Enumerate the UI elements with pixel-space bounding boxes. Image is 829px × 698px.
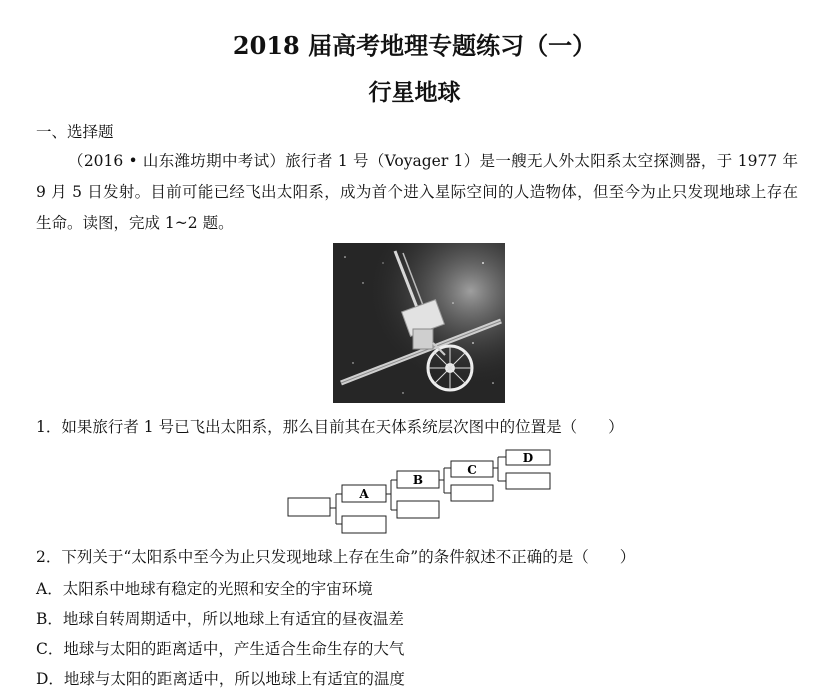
hierarchy-box-c-sibling [451, 485, 493, 501]
option-d: D．地球与太阳的距离适中，所以地球上有适宜的温度 [36, 670, 405, 688]
hierarchy-box-d-sibling [506, 473, 550, 489]
box-label-d: D [522, 451, 534, 465]
section-heading: 一、选择题 [36, 123, 114, 141]
hierarchy-box-a-sibling [342, 516, 386, 533]
celestial-hierarchy-diagram [280, 446, 560, 536]
intro-paragraph: （2016 • 山东潍坊期中考试）旅行者 1 号（Voyager 1）是一艘无人外太阳系太空探测器，于 1977 年 9 月 5 日发射。目前可能已经飞出太阳系，成为首个进入星际空间的人造物体，但至今为止只发现地球上存在生命。读图，完成 1~2 题。 [36, 152, 798, 232]
option-a: A．太阳系中地球有稳定的光照和安全的宇宙环境 [36, 580, 373, 598]
connector-1 [330, 494, 342, 524]
page-title: 2018 届高考地理专题练习（一） [232, 31, 597, 60]
page-subtitle: 行星地球 [368, 79, 461, 106]
hierarchy-box-root [288, 498, 330, 516]
voyager-illustration [333, 243, 505, 403]
question-2: 2．下列关于“太阳系中至今为止只发现地球上存在生命”的条件叙述不正确的是（ ） [36, 548, 636, 566]
option-c: C．地球与太阳的距离适中，产生适合生命生存的大气 [36, 640, 405, 658]
connector-4 [493, 457, 506, 481]
box-label-a: A [359, 487, 369, 501]
box-label-b: B [412, 473, 424, 487]
hierarchy-box-b-sibling [397, 501, 439, 518]
connector-3 [439, 468, 451, 493]
voyager-photo [333, 243, 505, 403]
option-b: B．地球自转周期适中，所以地球上有适宜的昼夜温差 [36, 610, 404, 628]
box-label-c: C [467, 463, 477, 477]
question-1: 1．如果旅行者 1 号已飞出太阳系，那么目前其在天体系统层次图中的位置是（ ） [36, 418, 624, 436]
connector-2 [386, 480, 397, 510]
